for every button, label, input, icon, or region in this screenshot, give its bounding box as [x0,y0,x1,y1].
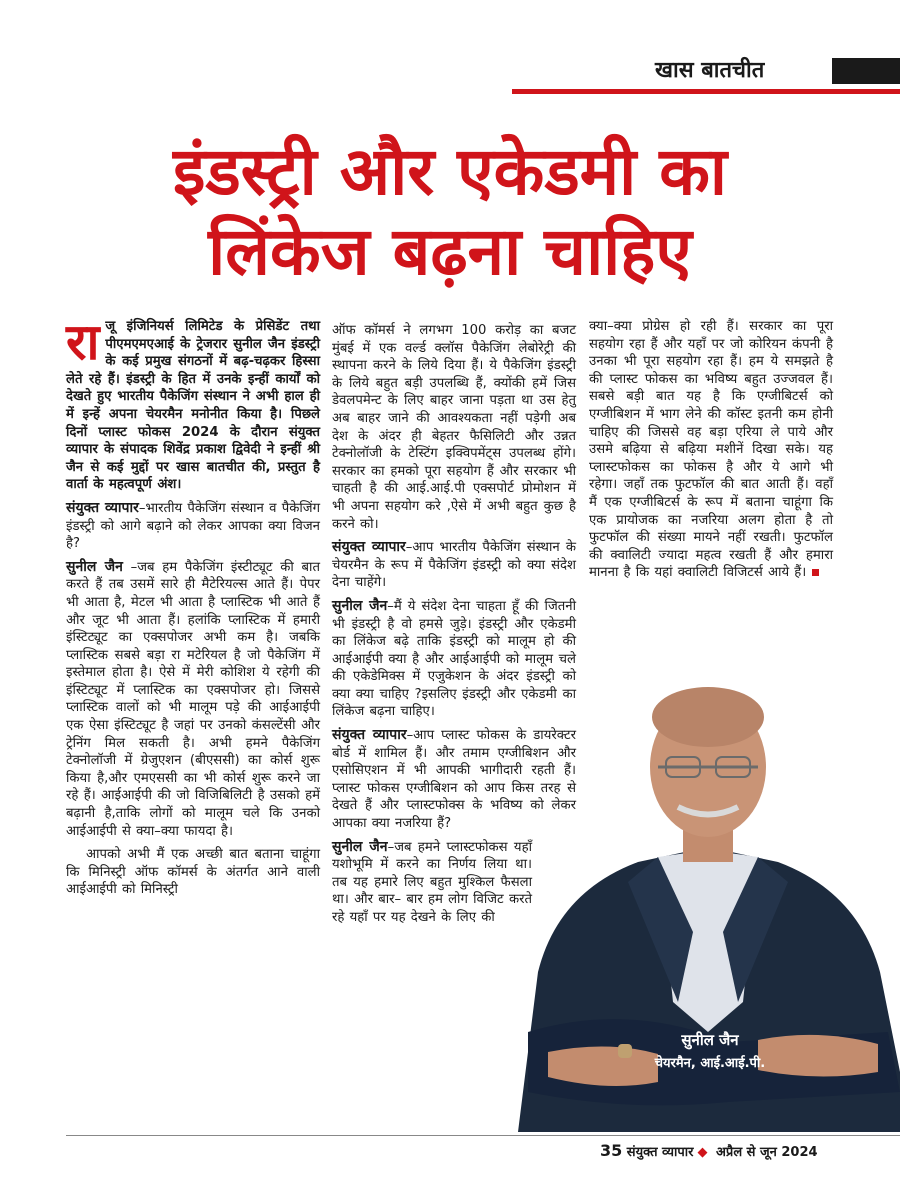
answer-text: –जब हम पैकेजिंग इंस्टीट्यूट की बात करते हैं तब उसमें सारे ही मैटेरियल्स आते हैं। पेपर भी आता है, मेटल भी आता है प्लास्टिक भी आते हैं और जूट भी आता हैं। हलांकि प्लास्टिक में हमारी इंस्टिट्यूट का एक्सपोजर अभी कम है। जबकि प्लास्टिक सबसे बड़ा रा मटेरियल है जो पैकेजिंग में इस्तेमाल होता है। ऐसे में मेरी कोशिश ये रहेगी की इंस्टिट्यूट में प्लास्टिक का एक्सपोजर हो। जिससे प्लास्टिक वालों को भी मालूम पड़े की आईआईपी एक ऐसा इंस्टिट्यूट है जहां पर उनको कंसल्टेंसी और ट्रेनिंग मिल सकती है। अभी हमने पैकेजिंग टेक्नोलॉजी में ग्रेजुएशन (बीएससी) का कोर्स शुरू किया है,और एमएससी का भी कोर्स शुरू करने जा रहे हैं। आईआईपी की जो विजिबिलिटी है उसको हमें बढ़ानी है,ताकि लोगों को मालूम चले कि उनको आईआईपी से क्या–क्या फायदा है। [66,559,320,839]
end-mark-icon [812,569,819,576]
section-block [832,58,900,84]
headline [40,132,860,292]
intro-text: जू इंजिनियर्स लिमिटेड के प्रेसिडेंट तथा पीएमएमएआई के ट्रेजरार सुनील जैन इंडस्ट्री के कई प्रमुख संगठनों में बढ़-चढ़कर हिस्सा लेते रहे हैं। इंडस्ट्री के हित में उनके इन्हीं कार्यों को देखते हुए भारतीय पैकेजिंग संस्थान ने अभी हाल ही में इन्हें अपना चेयरमैन मनोनीत किया है। पिछले दिनों प्लास्ट फोकस 2024 के दौरान संयुक्त व्यापार के संपादक शिवेंद्र प्रकाश द्विवेदी ने इन्हीं श्री जैन से कई मुद्दों पर खास बातचीत की, प्रस्तुत है वार्ता के महत्वपूर्ण अंश। [66,319,320,493]
issue-date: अप्रैल से जून 2024 [715,1145,818,1160]
answer-text: –जब हमने प्लास्टफोकस यहाँ यशोभूमि में करने का निर्णय लिया था। तब यह हमारे लिए बहुत मुश्किल फैसला था। और बार– बार हम लोग विजिट करते रहे यहाँ पर यह देखने के लिए की [332,839,532,925]
question-text: –भारतीय पैकेजिंग संस्थान व पैकेजिंग इंडस्ट्री को आगे बढ़ाने को लेकर आपका क्या विजन है? [66,500,320,552]
drop-cap: रा [66,313,100,371]
interviewee-name: सुनील जैन [66,558,123,575]
footer-rule [66,1135,900,1136]
question-2 [332,539,576,592]
question-1 [66,500,320,553]
interviewer-name: संयुक्त व्यापार [332,539,406,556]
column-1 [66,313,320,905]
section-label: खास बातचीत [633,56,772,86]
page-footer [600,1141,818,1160]
column-3 [589,318,833,588]
question-text: –आप भारतीय पैकेजिंग संस्थान के चेयरमैन के रूप में पैकेजिंग इंडस्ट्री को क्या संदेश देना चाहेंगे। [332,540,576,591]
interviewer-name: संयुक्त व्यापार [66,499,139,516]
answer-3 [332,839,532,927]
answer-1 [66,559,320,841]
section-rule [512,89,900,94]
answer-text: –मैं ये संदेश देना चाहता हूँ की जितनी भी इंडस्ट्री है वो हमसे जुड़े। इंडस्ट्री और एकेडमी का लिंकेज बढ़े ताकि इंडस्ट्री को मालूम हो की आईआईपी क्या है और आईआईपी को मालूम चले की एकेडेमिक्स में एजुकेशन के अंदर इंडस्ट्री को क्या क्या चाहिए ?इसलिए इंडस्ट्री और एकेडमी का लिंकेज बढ़ना चाहिए। [332,598,576,720]
intro-paragraph [66,313,320,494]
diamond-icon: ◆ [697,1145,708,1160]
caption-role: चेयरमैन, आई.आई.पी. [654,1056,766,1071]
interviewee-name: सुनील जैन [332,597,388,614]
publication-name: संयुक्त व्यापार [626,1145,694,1160]
answer-text: क्या–क्या प्रोग्रेस हो रही हैं। सरकार का पूरा सहयोग रहा हैं और यहाँ पर जो कोरियन कंपनी है उनका भी पूरा सहयोग रहा हैं। हम ये समझते है की प्लास्ट फोकस का भविष्य बहुत उज्जवल हैं। सबसे बड़ी बात यह है कि एग्जीबिटर्स को एग्जीबिशन में भाग लेने की कॉस्ट इतनी कम होनी चाहिए की जिससे वह बड़ा एरिया ले पाये और उसमे बढ़िया से बढ़िया मशीनें दिखा सके। यह प्लास्टफोकस का फोकस है और ये आगे भी रहेगा। जहाँ तक फुटफॉल की बात आती हैं। वहाँ मैं एक एग्जीबिटर्स के रूप में बताना चाहूंगा कि एक प्रायोजक का नजरिया अलग होता है तो फुटफॉल की संख्या मायने नहीं रखती। फुटफॉल की क्वालिटी ज्यादा महत्व रखती हैं और हमारा मानना है कि यहां क्वालिटी विजिटर्स आये हैं। [589,319,833,581]
interviewer-name: संयुक्त व्यापार [332,727,407,744]
caption-name: सुनील जैन [681,1031,739,1049]
headline-line-2: लिंकेज बढ़ना चाहिए [208,213,692,290]
answer-3-continued [589,318,833,582]
interviewee-name: सुनील जैन [332,838,388,855]
page-number: 35 [600,1141,623,1160]
answer-1-continued: आपको अभी मैं एक अच्छी बात बताना चाहूंगा कि मिनिस्ट्री ऑफ कॉमर्स के अंतर्गत आने वाली आईआईपी को मिनिस्ट्री [66,847,320,898]
question-text: –आप प्लास्ट फोकस के डायरेक्टर बोर्ड में शामिल हैं। और तमाम एग्जीबिशन और एसोसिएशन में भी आपकी भागीदारी रहती हैं। प्लास्ट फोकस एग्जीबिशन को आप किस तरह से देखते हैं और प्लास्टफोक्स के भविष्य को लेकर आपका क्या नजरिया हैं? [332,728,576,832]
answer-1-continued-2: ऑफ कॉमर्स ने लगभग 100 करोड़ का बजट मुंबई में एक वर्ल्ड क्लॉस पैकेजिंग लेबोरेट्री की स्थापना करने के लिये दिया हैं। ये पैकेजिंग इंडस्ट्री के लिये बहुत बड़ी उपलब्धि हैं, क्योंकी हमें जिस डेवलपमेन्ट के लिए बाहर जाना पड़ता था उस हेतु अब बाहर जाने की आवश्यकता नहीं पड़ेगी अब देश के अंदर ही बेहतर फैसिलिटी और उन्नत टेक्नोलॉजी के टेस्टिंग इक्विपमेंट्स उपलब्ध होंगे। सरकार का हमको पूरा सहयोग हैं और सरकार भी चाहती है की आई.आई.पी एक्सपोर्ट प्रोमोशन में भी अपना सहयोग करे ,ऐसे में अभी बहुत कुछ है करने को। [332,323,576,532]
headline-line-1: इंडस्ट्री और एकेडमी का [172,133,728,210]
